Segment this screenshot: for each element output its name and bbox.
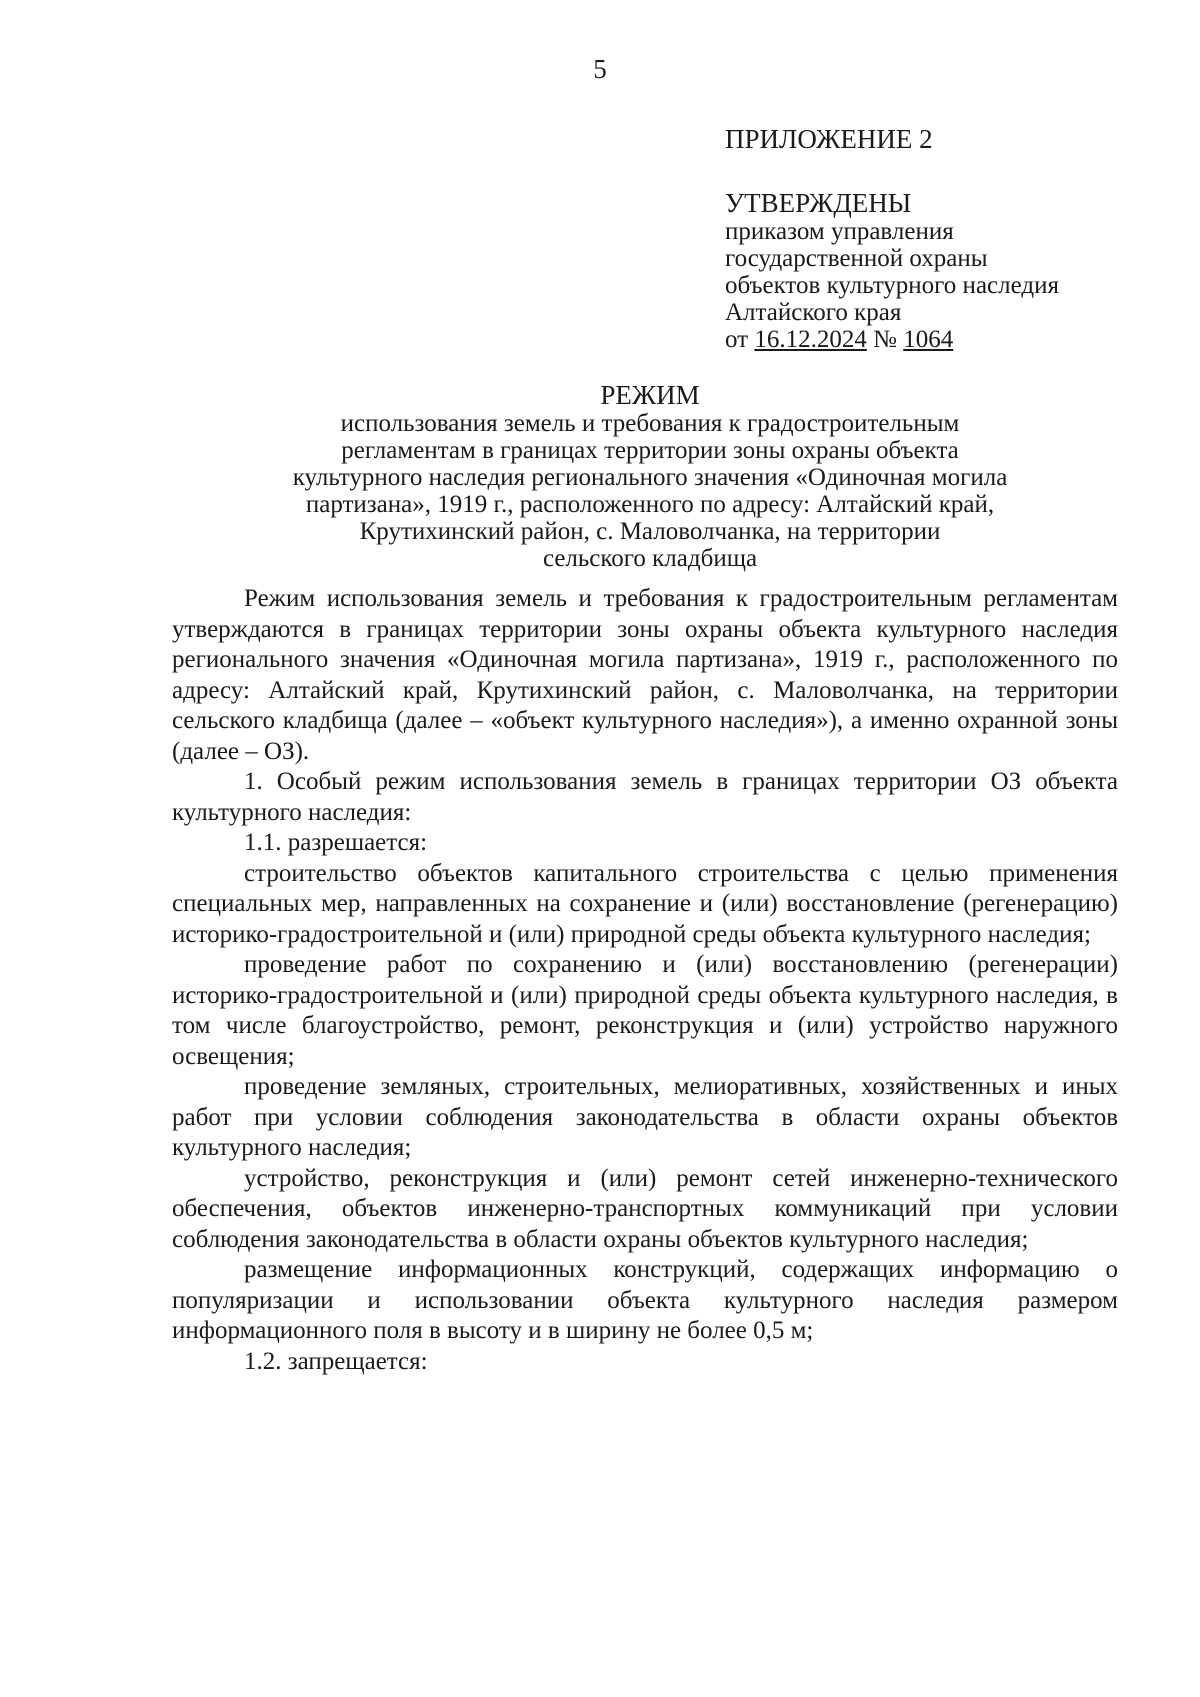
title-line: партизана», 1919 г., расположенного по адресу: Алтайский край, (305, 491, 995, 518)
approval-date-line (725, 326, 1165, 353)
date-prefix: от (725, 326, 749, 353)
order-number: 1064 (903, 326, 954, 353)
allowed-item: проведение земляных, строительных, мелиоративных, хозяйственных и иных работ при условии соблюдения законодательства в области охраны объектов культурного наследия; (172, 1073, 1118, 1161)
approval-line: государственной охраны (725, 245, 988, 272)
title-line: использования земель и требования к градостроительным (340, 410, 960, 437)
title-line: сельского кладбища (542, 545, 758, 572)
number-sign: № (873, 326, 897, 353)
allowed-item: размещение информационных конструкций, содержащих информацию о популяризации и использовании объекта культурного наследия размером информационного поля в высоту и в ширину не более 0,5 м; (172, 1256, 1118, 1344)
section-1-2-heading: 1.2. запрещается: (244, 1347, 428, 1375)
allowed-item: проведение работ по сохранению и (или) восстановлению (регенерации) историко-градостроительной и (или) природной среды объекта культурного наследия, в том числе благоустройство, ремонт, реконструкция и (или) устройство наружного освещения; (172, 951, 1118, 1070)
allowed-item: строительство объектов капитального строительства с целью применения специальных мер, направленных на сохранение и (или) восстановление (регенерацию) историко-градостроительной и (или) природной среды объекта культурного наследия; (172, 859, 1118, 948)
approval-block (725, 188, 1165, 353)
page-number: 5 (593, 54, 607, 84)
approval-line: приказом управления (725, 218, 954, 245)
approval-line: Алтайского края (725, 299, 902, 326)
title-line: Крутихинский район, с. Маловолчанка, на территории (359, 518, 941, 545)
title-line: регламентам в границах территории зоны охраны объекта (341, 437, 959, 464)
document-title-block (175, 380, 1125, 572)
title-line: культурного наследия регионального значения «Одиночная могила (292, 464, 1008, 491)
allowed-item: устройство, реконструкция и (или) ремонт сетей инженерно-технического обеспечения, объектов инженерно-транспортных коммуникаций при условии соблюдения законодательства в области охраны объектов культурного наследия; (172, 1164, 1118, 1253)
order-date: 16.12.2024 (754, 326, 867, 353)
appendix-label: ПРИЛОЖЕНИЕ 2 (725, 124, 933, 154)
document-title: РЕЖИМ (600, 380, 700, 410)
approval-line: объектов культурного наследия (725, 272, 1059, 299)
document-body (172, 584, 1118, 1377)
intro-paragraph: Режим использования земель и требования к градостроительным регламентам утверждаются в границах территории зоны охраны объекта культурного наследия регионального значения «Одиночная могила партизана», 1919 г., расположенного по адресу: Алтайский край, Крутихинский район, с. Маловолчанка, на территории сельского кладбища (далее – «объект культурного наследия»), а именно охранной зоны (далее – ОЗ). (172, 585, 1118, 765)
approval-heading: УТВЕРЖДЕНЫ (725, 188, 912, 218)
section-1-heading: 1. Особый режим использования земель в границах территории ОЗ объекта культурного наследия: (172, 768, 1118, 826)
section-1-1-heading: 1.1. разрешается: (244, 829, 428, 856)
